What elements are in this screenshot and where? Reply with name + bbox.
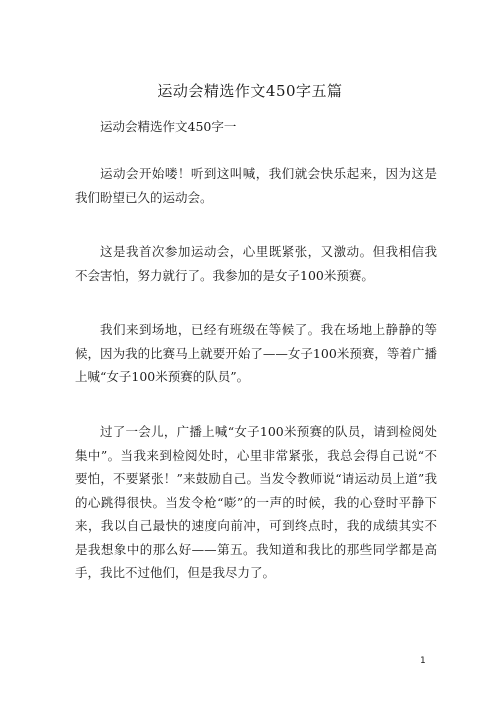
paragraph-3: 我们来到场地，已经有班级在等候了。我在场地上静静的等候，因为我的比赛马上就要开始了——女子100米预赛，等着广播上喊“女子100米预赛的队员”。 bbox=[75, 322, 437, 384]
paragraph-2: 这是我首次参加运动会，心里既紧张，又激动。但我相信我不会害怕，努力就行了。我参加的是女子100米预赛。 bbox=[75, 244, 437, 283]
paragraph-1: 运动会开始喽！听到这叫喊，我们就会快乐起来，因为这是我们盼望已久的运动会。 bbox=[75, 166, 437, 205]
paragraph-4: 过了一会儿，广播上喊“女子100米预赛的队员，请到检阅处集中”。当我来到检阅处时，心里非常紧张，我总会得自己说“不要怕，不要紧张！”来鼓励自己。当发令教师说“请运动员上道”我的心跳得很快。当发令枪“嘭”的一声的时候，我的心登时平静下来，我以自己最快的速度向前冲，可到终点时，我的成绩其实不是我想象中的那么好——第五。我知道和我比的那些同学都是高手，我比不过他们，但是我尽力了。 bbox=[75, 424, 437, 580]
document-title: 运动会精选作文450字五篇 bbox=[157, 82, 343, 100]
section-heading: 运动会精选作文450字一 bbox=[100, 119, 237, 134]
page-number: 1 bbox=[420, 656, 426, 666]
